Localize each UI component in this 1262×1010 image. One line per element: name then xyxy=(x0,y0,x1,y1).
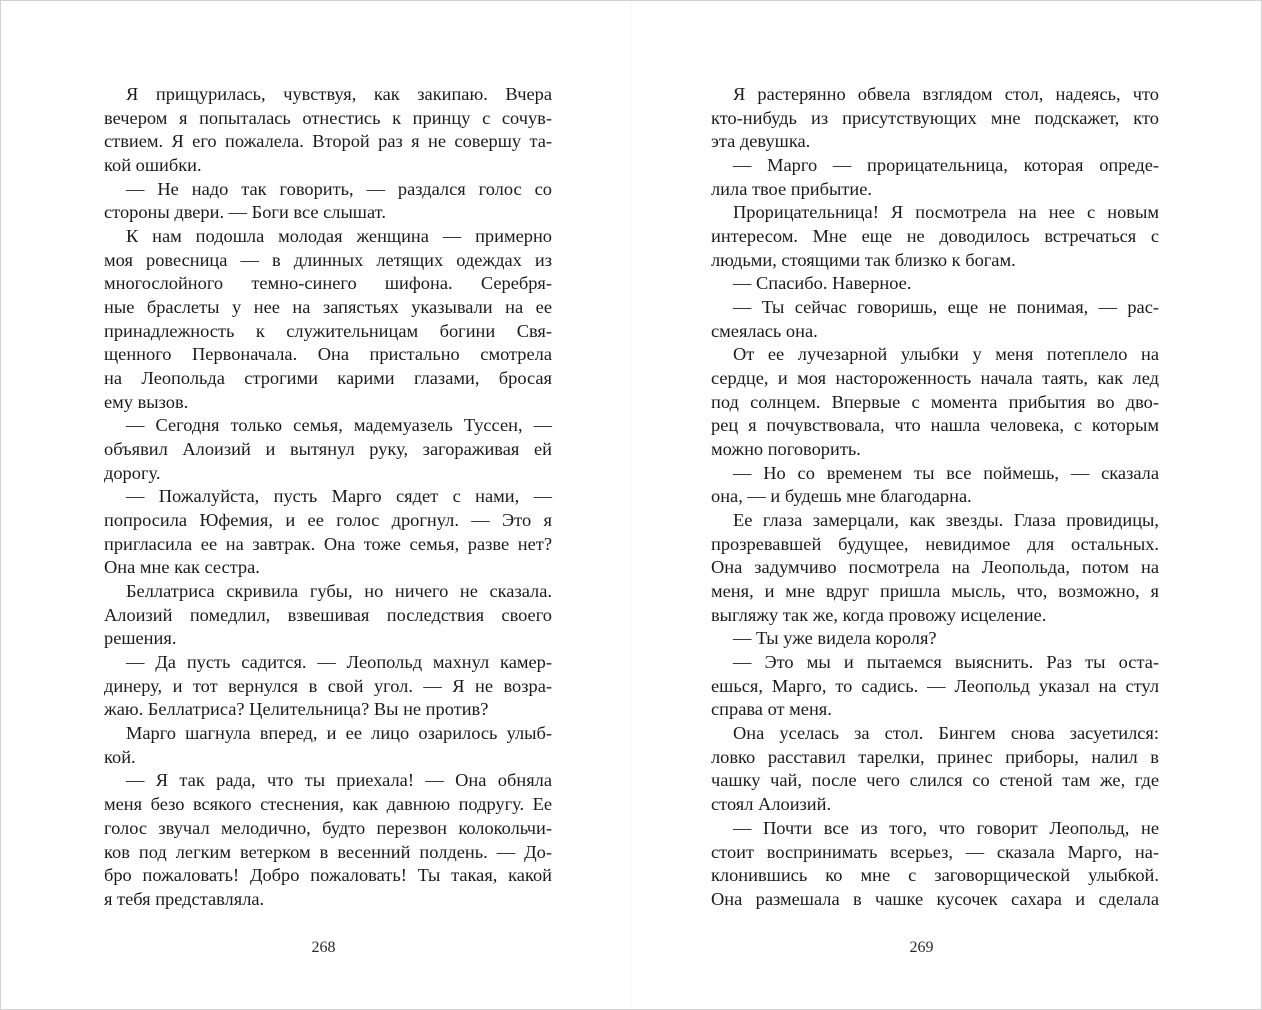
text-line: кто-нибудь из присутствующих мне подскажет, кто xyxy=(711,107,1159,128)
left-page xyxy=(1,1,631,1009)
text-line: Ее глаза замерцали, как звезды. Глаза провидицы, xyxy=(733,510,1159,531)
text-line: — Марго — прорицательница, которая опреде- xyxy=(733,155,1159,176)
left-page-number: 268 xyxy=(311,939,336,956)
text-line: эта девушка. xyxy=(711,131,811,152)
text-line: — Не надо так говорить, — раздался голос со xyxy=(126,178,552,199)
text-line: — Я так рада, что ты приехала! — Она обняла xyxy=(126,770,552,791)
text-line: меня безо всякого стеснения, как давнюю подругу. Ее xyxy=(104,794,552,815)
text-line: динеру, и тот вернулся в свой угол. — Я не возра- xyxy=(104,675,552,696)
text-line: бро пожаловать! Добро пожаловать! Ты такая, какой xyxy=(104,865,552,886)
text-line: моя ровесница — в длинных летящих одеждах из xyxy=(104,249,552,270)
text-line: смеялась она. xyxy=(711,320,818,341)
text-line: щенного Первоначала. Она пристально смотрела xyxy=(104,344,552,365)
text-line: Прорицательница! Я посмотрела на нее с новым xyxy=(733,202,1159,223)
text-line: меня, и мне вдруг пришла мысль, что, возможно, я xyxy=(711,581,1159,602)
text-line: ков под легким ветерком в весенний полдень. — До- xyxy=(104,841,552,862)
text-line: ствием. Я его пожалела. Второй раз я не совершу та- xyxy=(104,131,552,152)
text-line: принадлежность к служительницам богини Свя- xyxy=(104,320,552,341)
left-page-text xyxy=(104,83,552,912)
text-line: — Почти все из того, что говорит Леопольд, не xyxy=(733,817,1159,838)
text-line: многослойного темно-синего шифона. Серебря- xyxy=(104,273,552,294)
right-page-text xyxy=(711,83,1159,912)
text-line: дорогу. xyxy=(104,462,161,483)
text-line: — Ты уже видела короля? xyxy=(733,628,937,649)
text-line: — Пожалуйста, пусть Марго сядет с нами, — xyxy=(126,486,552,507)
text-line: чашку чай, после чего слился со стеной там же, где xyxy=(711,770,1159,791)
text-line: ные браслеты у нее на запястьях указывали на ее xyxy=(104,297,552,318)
text-line: под солнцем. Впервые с момента прибытия во дво- xyxy=(711,391,1159,412)
text-line: интересом. Мне еще не доводилось встречаться с xyxy=(711,226,1159,247)
text-line: стороны двери. — Боги все слышат. xyxy=(104,202,386,223)
text-line: решения. xyxy=(104,628,177,649)
text-line: стоит воспринимать всерьез, — сказала Марго, на- xyxy=(711,841,1159,862)
text-line: От ее лучезарной улыбки у меня потеплело на xyxy=(733,344,1159,365)
text-line: объявил Алоизий и вытянул руку, загораживая ей xyxy=(104,439,552,460)
text-line: справа от меня. xyxy=(711,699,832,720)
text-line: я тебя представляла. xyxy=(104,888,265,909)
text-line: — Спасибо. Наверное. xyxy=(733,273,912,294)
text-line: ешься, Марго, то садись. — Леопольд указал на стул xyxy=(711,675,1159,696)
text-line: кой ошибки. xyxy=(104,155,202,176)
text-line: кой. xyxy=(104,746,136,767)
text-line: — Ты сейчас говоришь, еще не понимая, — рас- xyxy=(733,297,1159,318)
text-line: Алоизий помедлил, взвешивая последствия своего xyxy=(104,604,552,625)
text-line: голос звучал мелодично, будто перезвон колокольчи- xyxy=(104,817,552,838)
text-line: — Сегодня только семья, мадемуазель Туссен, — xyxy=(126,415,552,436)
right-page-number: 269 xyxy=(909,939,934,956)
text-line: К нам подошла молодая женщина — примерно xyxy=(126,226,552,247)
text-line: вечером я попыталась отнестись к принцу с сочув- xyxy=(104,107,552,128)
text-line: ему вызов. xyxy=(104,391,189,412)
text-line: рец я почувствовала, что нашла человека, с которым xyxy=(711,415,1159,436)
text-line: — Да пусть садится. — Леопольд махнул камер- xyxy=(126,652,552,673)
text-line: она, — и будешь мне благодарна. xyxy=(711,486,972,507)
text-line: выгляжу так же, когда провожу исцеление. xyxy=(711,604,1047,625)
text-line: — Но со временем ты все поймешь, — сказала xyxy=(733,462,1159,483)
text-line: Она размешала в чашке кусочек сахара и сделала xyxy=(711,888,1159,909)
text-line: Я прищурилась, чувствуя, как закипаю. Вчера xyxy=(126,84,552,104)
text-line: ловко расставил тарелки, принес приборы, налил в xyxy=(711,746,1159,767)
text-line: клонившись ко мне с заговорщической улыбкой. xyxy=(711,865,1159,886)
text-line: жаю. Беллатриса? Целительница? Вы не против? xyxy=(104,699,489,720)
right-page xyxy=(632,1,1261,1009)
text-line: лила твое прибытие. xyxy=(711,178,872,199)
text-line: Беллатриса скривила губы, но ничего не сказала. xyxy=(126,581,552,602)
text-line: прозревавшей будущее, невидимое для остальных. xyxy=(711,533,1159,554)
text-line: людьми, стоящими так близко к богам. xyxy=(711,249,1016,270)
text-line: Я растерянно обвела взглядом стол, надеясь, что xyxy=(733,84,1159,104)
text-line: Она уселась за стол. Бингем снова засуетился: xyxy=(733,723,1159,744)
text-line: на Леопольда строгими карими глазами, бросая xyxy=(104,368,552,389)
text-line: пригласила ее на завтрак. Она тоже семья, разве нет? xyxy=(104,533,552,554)
text-line: Она задумчиво посмотрела на Леопольда, потом на xyxy=(711,557,1159,578)
text-line: Она мне как сестра. xyxy=(104,557,260,578)
text-line: — Это мы и пытаемся выяснить. Раз ты оста- xyxy=(733,652,1159,673)
text-line: стоял Алоизий. xyxy=(711,794,832,815)
text-line: можно поговорить. xyxy=(711,439,861,460)
text-line: попросила Юфемия, и ее голос дрогнул. — Это я xyxy=(104,510,552,531)
text-line: Марго шагнула вперед, и ее лицо озарилось улыб- xyxy=(126,723,552,744)
text-line: сердце, и моя настороженность начала таять, как лед xyxy=(711,368,1159,389)
